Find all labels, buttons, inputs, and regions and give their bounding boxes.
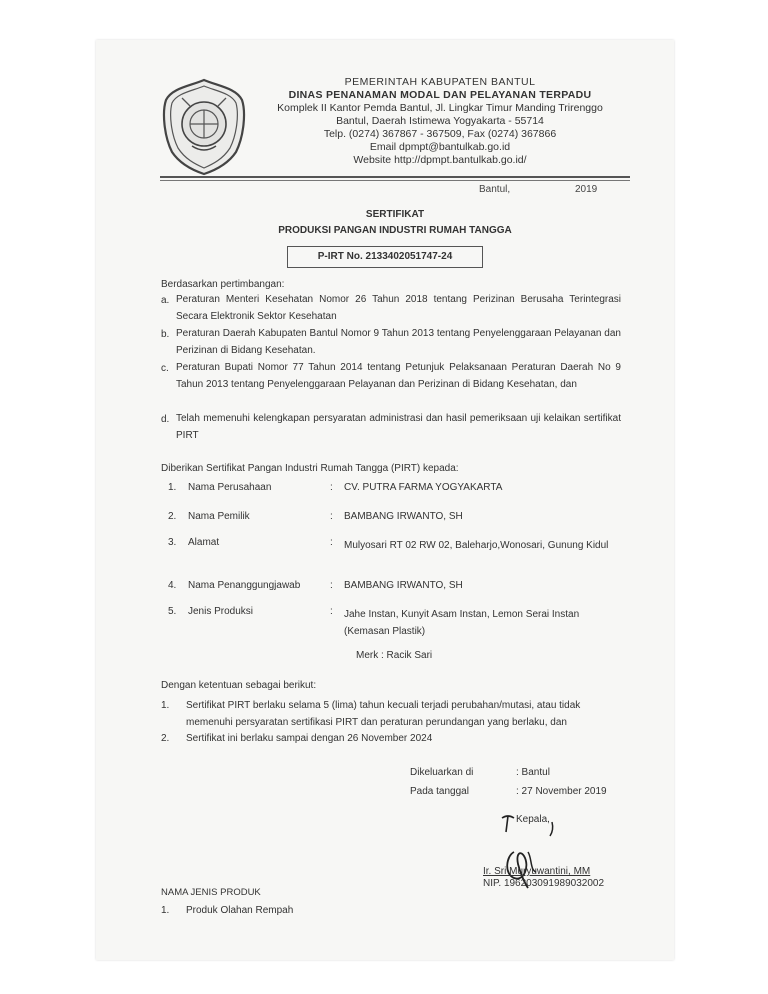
- field-colon: :: [330, 482, 333, 493]
- field-number: 3.: [168, 537, 177, 548]
- field-value-address: Mulyosari RT 02 RW 02, Baleharjo,Wonosari, Gunung Kidul: [344, 540, 609, 551]
- letterhead-divider-thin: [160, 180, 630, 181]
- letterhead-divider-thick: [160, 176, 630, 178]
- pirt-number: P-IRT No. 2133402051747-24: [287, 246, 483, 268]
- date-year: 2019: [575, 184, 598, 195]
- condition-item: Sertifikat PIRT berlaku selama 5 (lima) tahun kecuali terjadi perubahan/mutasi, atau tidak memenuhi persyaratan sertifikasi PIRT dan peraturan perundangan yang berlaku, dan: [186, 700, 581, 728]
- issued-place-value: : Bantul: [516, 767, 550, 778]
- field-value-products: Jahe Instan, Kunyit Asam Instan, Lemon Serai Instan (Kemasan Plastik): [344, 609, 580, 637]
- field-label: Nama Pemilik: [188, 511, 250, 522]
- signatory-name: Ir. Sri Muryuwantini, MM: [483, 866, 591, 877]
- brand-merk: Merk : Racik Sari: [356, 650, 433, 661]
- consideration-marker: b.: [161, 329, 170, 340]
- product-name: Produk Olahan Rempah: [186, 905, 294, 916]
- field-number: 4.: [168, 580, 177, 591]
- field-colon: :: [330, 606, 333, 617]
- field-number: 2.: [168, 511, 177, 522]
- conditions-intro: Dengan ketentuan sebagai berikut:: [161, 680, 317, 691]
- letterhead-government: PEMERINTAH KABUPATEN BANTUL: [344, 76, 536, 88]
- field-label: Alamat: [188, 537, 220, 548]
- given-intro: Diberikan Sertifikat Pangan Industri Rumah Tangga (PIRT) kepada:: [161, 463, 459, 474]
- field-colon: :: [330, 511, 333, 522]
- condition-number: 2.: [161, 733, 170, 744]
- product-number: 1.: [161, 905, 170, 916]
- signatory-nip: NIP. 196203091989032002: [483, 878, 605, 889]
- consideration-item: Peraturan Daerah Kabupaten Bantul Nomor 9 Tahun 2013 tentang Penyelenggaraan Pelayanan dan Perizinan di Bidang Kesehatan.: [176, 328, 621, 356]
- issued-date-label: Pada tanggal: [410, 786, 469, 797]
- issued-place-label: Dikeluarkan di: [410, 767, 474, 778]
- field-value-responsible: BAMBANG IRWANTO, SH: [344, 580, 463, 591]
- field-value-owner: BAMBANG IRWANTO, SH: [344, 511, 463, 522]
- product-names-heading: NAMA JENIS PRODUK: [161, 887, 261, 898]
- consideration-item: Telah memenuhi kelengkapan persyaratan administrasi dan hasil pemeriksaan uji kelaikan sertifikat PIRT: [176, 413, 621, 441]
- bantul-regency-emblem-logo: [160, 76, 248, 176]
- field-colon: :: [330, 537, 333, 548]
- letterhead-email: Email dpmpt@bantulkab.go.id: [369, 141, 511, 153]
- field-colon: :: [330, 580, 333, 591]
- condition-number: 1.: [161, 700, 170, 711]
- letterhead-city: Bantul, Daerah Istimewa Yogyakarta - 55714: [336, 115, 544, 127]
- date-place: Bantul,: [479, 184, 511, 195]
- consideration-marker: c.: [161, 363, 169, 374]
- certificate-title: SERTIFIKAT: [365, 209, 425, 220]
- letterhead-phone: Telp. (0274) 367867 - 367509, Fax (0274) 367866: [323, 128, 557, 140]
- consideration-marker: a.: [161, 295, 170, 306]
- condition-item: Sertifikat ini berlaku sampai dengan 26 November 2024: [186, 733, 433, 744]
- issued-date-value: : 27 November 2019: [516, 786, 607, 797]
- field-value-company: CV. PUTRA FARMA YOGYAKARTA: [344, 482, 503, 493]
- letterhead-website: Website http://dpmpt.bantulkab.go.id/: [353, 154, 527, 166]
- field-number: 5.: [168, 606, 177, 617]
- consideration-marker: d.: [161, 414, 170, 425]
- letterhead-agency: DINAS PENANAMAN MODAL DAN PELAYANAN TERPADU: [288, 89, 592, 101]
- field-number: 1.: [168, 482, 177, 493]
- field-label: Jenis Produksi: [188, 606, 254, 617]
- certificate-subtitle: PRODUKSI PANGAN INDUSTRI RUMAH TANGGA: [278, 225, 512, 236]
- field-label: Nama Penanggungjawab: [188, 580, 301, 591]
- signatory-title: Kepala,: [516, 814, 550, 825]
- field-label: Nama Perusahaan: [188, 482, 272, 493]
- considerations-intro: Berdasarkan pertimbangan:: [161, 279, 285, 290]
- consideration-item: Peraturan Menteri Kesehatan Nomor 26 Tahun 2018 tentang Perizinan Berusaha Terintegrasi Secara Elektronik Sektor Kesehatan: [176, 294, 621, 322]
- consideration-item: Peraturan Bupati Nomor 77 Tahun 2014 tentang Petunjuk Pelaksanaan Peraturan Daerah No 9 Tahun 2013 tentang Penyelenggaraan Pelayanan dan Perizinan di Bidang Kesehatan, dan: [176, 362, 621, 390]
- letterhead-address: Komplek II Kantor Pemda Bantul, Jl. Lingkar Timur Manding Trirenggo: [277, 102, 603, 114]
